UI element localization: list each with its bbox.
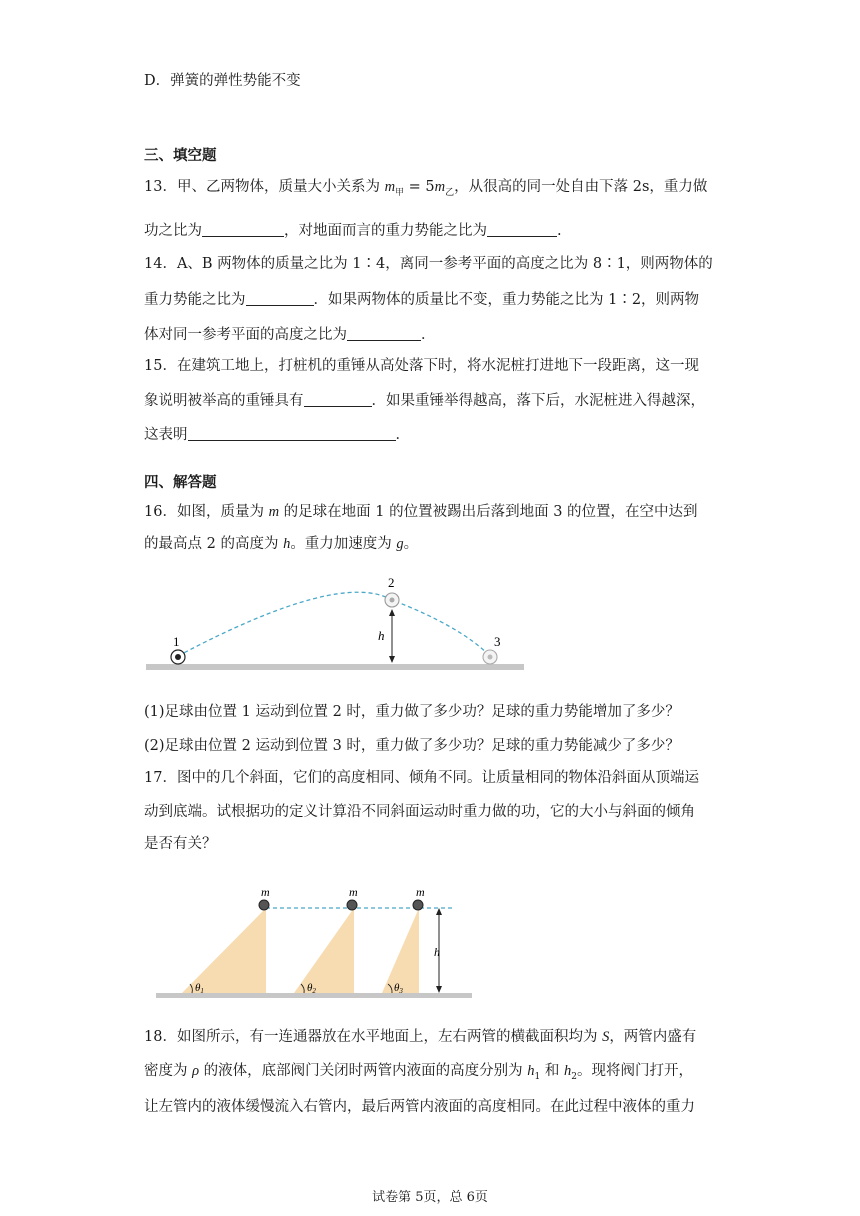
- question-18-line-1: 18．如图所示，有一连通器放在水平地面上，左右两管的横截面积均为 S，两管内盛有: [144, 1029, 697, 1045]
- answer-blank[interactable]: [246, 291, 314, 306]
- answer-blank[interactable]: [347, 326, 421, 341]
- question-17-line-1: 17．图中的几个斜面，它们的高度相同、倾角不同。让质量相同的物体沿斜面从顶端运: [144, 770, 699, 786]
- angle-label-3: θ3: [394, 982, 403, 995]
- answer-blank[interactable]: [304, 392, 372, 407]
- mass-label-1: m: [261, 885, 270, 899]
- ball-position-1: [171, 650, 185, 664]
- question-17-line-2: 动到底端。试根据功的定义计算沿不同斜面运动时重力做的功，它的大小与斜面的倾角: [144, 804, 695, 820]
- answer-blank[interactable]: [188, 426, 396, 441]
- label-2: 2: [388, 575, 395, 590]
- answer-blank[interactable]: [202, 222, 284, 237]
- ball-3: [413, 900, 423, 910]
- answer-blank[interactable]: [487, 222, 557, 237]
- label-3: 3: [494, 634, 501, 649]
- question-14-line-2: 重力势能之比为 ．如果两物体的质量比不变，重力势能之比为 1∶2，则两物: [144, 292, 700, 308]
- question-16-line-1: 16．如图，质量为 m 的足球在地面 1 的位置被踢出后落到地面 3 的位置，在空中达到: [144, 504, 698, 520]
- football-trajectory-figure: [140, 572, 530, 676]
- question-14-line-3: 体对同一参考平面的高度之比为 ．: [144, 327, 436, 343]
- label-1: 1: [173, 634, 180, 649]
- label-h: h: [378, 628, 385, 643]
- question-15-line-2: 象说明被举高的重锤具有 ．如果重锤举得越高，落下后，水泥桩进入得越深，: [144, 393, 705, 409]
- question-18-line-2: 密度为 ρ 的液体，底部阀门关闭时两管内液面的高度分别为 $h_1$ 和 $h_2$。现将阀门打开，: [144, 1063, 693, 1082]
- ball-position-2: [385, 593, 399, 607]
- height-label: h: [434, 945, 440, 959]
- question-18-line-3: 让左管内的液体缓慢流入右管内，最后两管内液面的高度相同。在此过程中液体的重力: [144, 1099, 695, 1115]
- angle-label-1: θ1: [195, 982, 204, 995]
- section-heading-fill-blank: 三、填空题: [144, 147, 217, 164]
- ball-2: [347, 900, 357, 910]
- question-15-line-3: 这表明 ．: [144, 427, 410, 443]
- question-15-line-1: 15．在建筑工地上，打桩机的重锤从高处落下时，将水泥桩打进地下一段距离，这一现: [144, 358, 699, 374]
- mass-label-2: m: [349, 885, 358, 899]
- page-footer: 试卷第 5页，总 6页: [372, 1190, 488, 1205]
- question-14-line-1: 14．A、B 两物体的质量之比为 1∶4，离同一参考平面的高度之比为 8∶1，则两物体的: [144, 256, 713, 272]
- question-13-line-1: 13．甲、乙两物体，质量大小关系为 $m_甲 = 5m_乙$，从很高的同一处自由下落 2s，重力做: [144, 179, 708, 198]
- ball-1: [259, 900, 269, 910]
- question-16-part-1: (1)足球由位置 1 运动到位置 2 时，重力做了多少功？足球的重力势能增加了多少？: [144, 704, 680, 720]
- question-17-line-3: 是否有关？: [144, 836, 217, 852]
- question-13-line-2: 功之比为 ，对地面而言的重力势能之比为 .: [144, 223, 562, 239]
- question-16-line-2: 的最高点 2 的高度为 h。重力加速度为 g。: [144, 536, 419, 552]
- mass-label-3: m: [416, 885, 425, 899]
- section-heading-answer: 四、解答题: [144, 474, 217, 491]
- option-d: D．弹簧的弹性势能不变: [144, 73, 301, 89]
- angle-label-2: θ2: [307, 982, 316, 995]
- ball-position-3: [483, 650, 497, 664]
- inclines-figure: [150, 880, 480, 1006]
- question-16-part-2: (2)足球由位置 2 运动到位置 3 时，重力做了多少功？足球的重力势能减少了多少？: [144, 738, 680, 754]
